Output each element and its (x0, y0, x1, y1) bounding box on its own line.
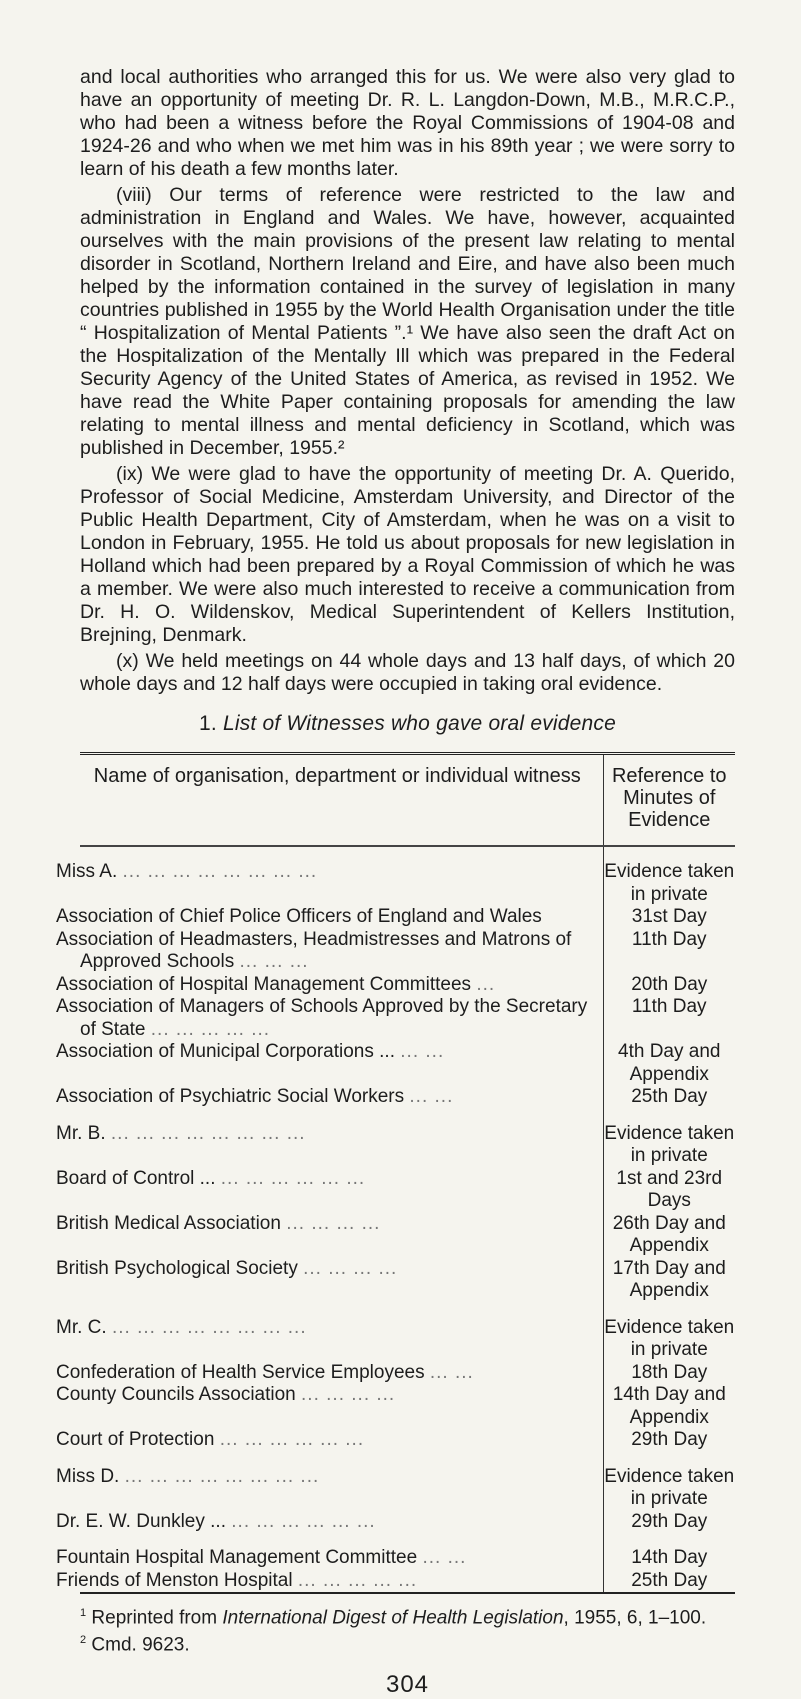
witness-name-cell (56, 1212, 603, 1258)
paragraph-viii: (viii) Our terms of reference were restricted to the law and administration in England and Wales. We have, however, acquainted ourselves with the main provisions of the present law relating to mental disorder in Scotland, Northern Ireland and Eire, and have also been much helped by the information contained in the survey of legislation in many countries published in 1955 by the World Health Organisation under the title “ Hospitalization of Mental Patients ”.¹ We have also seen the draft Act on the Hospitalization of the Mentally Ill which was prepared in the Federal Security Agency of the United States of America, as revised in 1952. We have read the White Paper containing proposals for amending the law relating to mental illness and mental deficiency in Scotland, which was published in December, 1955.² (80, 184, 735, 459)
footnote-1-prefix: Reprinted from (91, 1607, 223, 1629)
witness-name-cell (56, 1041, 603, 1086)
evidence-reference: 18th Day (603, 1362, 735, 1385)
witness-name-cell (56, 973, 603, 997)
witness-name-cell (56, 1510, 603, 1534)
table-row (80, 1533, 735, 1570)
witness-name: Miss D. (56, 1465, 120, 1487)
table-row (80, 1086, 735, 1109)
witness-name-cell (56, 1384, 603, 1429)
footnote-2 (80, 1629, 735, 1656)
witness-name: County Councils Association (56, 1384, 296, 1405)
table-row (80, 1362, 735, 1385)
witness-name: Association of Chief Police Officers of England and Wales (56, 906, 542, 927)
witness-name-cell (56, 1361, 603, 1385)
footnote-1-suffix: , 1955, 6, 1–100. (563, 1607, 707, 1629)
evidence-reference: 20th Day (603, 974, 735, 997)
footnote-2-mark: 2 (80, 1634, 87, 1647)
evidence-reference: 29th Day (603, 1429, 735, 1452)
witness-name-cell (56, 1533, 603, 1570)
table-row (80, 1303, 735, 1362)
witness-name-cell (56, 996, 603, 1041)
paragraph-intro-continued: and local authorities who arranged this for us. We were also very glad to have an opportunity of meeting Dr. R. L. Langdon-Down, M.B., M.R.C.P., who had been a witness before the Royal Commissions of 1904-08 and 1924-26 and who when we met him was in his 89th year ; we were sorry to learn of his death a few months later. (80, 66, 735, 180)
witness-name: Confederation of Health Service Employees (56, 1361, 425, 1383)
table-row (80, 1452, 735, 1511)
leader-dots: ... ... ... ... ... (297, 1569, 418, 1591)
page-number: 304 (385, 1670, 430, 1698)
leader-dots: ... ... ... ... (303, 1257, 398, 1279)
witness-table (56, 752, 735, 1594)
leader-dots: ... ... (422, 1547, 467, 1568)
table-row (80, 1041, 735, 1086)
table-row (80, 974, 735, 997)
witness-name: Mr. B. (56, 1122, 106, 1144)
evidence-reference: 17th Day and Appendix (603, 1258, 735, 1303)
leader-dots: ... ... ... (239, 951, 309, 972)
footnote-1 (80, 1602, 735, 1629)
leader-dots: ... ... ... ... (301, 1384, 396, 1405)
witness-name-cell (56, 1086, 603, 1109)
witness-name: Dr. E. W. Dunkley ... (56, 1510, 226, 1532)
witness-name: Fountain Hospital Management Committee (56, 1547, 418, 1568)
witness-name: Association of Managers of Schools Approved by the Secretary of State (56, 996, 588, 1040)
evidence-reference: 25th Day (603, 1086, 735, 1109)
table-row (80, 1168, 735, 1213)
witness-name-cell (56, 846, 603, 906)
evidence-reference: 31st Day (603, 906, 735, 929)
leader-dots: ... ... ... ... ... (150, 1018, 271, 1040)
leader-dots: ... ... ... ... ... ... ... ... (111, 1316, 307, 1338)
leader-dots: ... ... (429, 1361, 474, 1383)
witness-rows (56, 846, 735, 1593)
table-row (80, 1384, 735, 1429)
paragraph-x: (x) We held meetings on 44 whole days and 13 half days, of which 20 whole days and 12 half days were occupied in taking oral evidence. (80, 650, 735, 695)
leader-dots: ... ... ... ... ... ... ... ... (110, 1122, 306, 1144)
table-row (80, 1429, 735, 1452)
section-heading (80, 712, 735, 736)
witness-name: Association of Psychiatric Social Workers (56, 1086, 405, 1107)
evidence-reference: 14th Day (603, 1533, 735, 1570)
leader-dots: ... ... ... ... ... ... (220, 1167, 366, 1189)
evidence-reference: 4th Day and Appendix (603, 1041, 735, 1086)
leader-dots: ... ... (400, 1041, 445, 1062)
table-row (80, 1213, 735, 1258)
leader-dots: ... (476, 973, 496, 995)
leader-dots: ... ... ... ... ... ... (219, 1429, 365, 1450)
witness-name: Miss A. (56, 861, 118, 882)
evidence-reference: 26th Day and Appendix (603, 1213, 735, 1258)
section-title: List of Witnesses who gave oral evidence (222, 712, 616, 735)
evidence-reference: 11th Day (603, 996, 735, 1041)
paragraph-ix: (ix) We were glad to have the opportunity of meeting Dr. A. Querido, Professor of Social Medicine, Amsterdam University, and Director of the Public Health Department, City of Amsterdam, when he was on a visit to London in February, 1955. He told us about proposals for new legislation in Holland which had been prepared by a Royal Commission of which he was a member. We were also much interested to receive a communication from Dr. H. O. Wildenskov, Medical Superintendent of Kellers Institution, Brejning, Denmark. (80, 463, 735, 646)
witness-name: Association of Hospital Management Committees (56, 973, 472, 995)
table-row (80, 929, 735, 974)
witness-name-cell (56, 1257, 603, 1303)
leader-dots: ... ... (409, 1086, 454, 1107)
witness-name-cell (56, 906, 603, 929)
table-row (80, 1109, 735, 1168)
witness-name: British Psychological Society (56, 1257, 298, 1279)
witness-name: British Medical Association (56, 1212, 281, 1234)
witness-name-cell (56, 928, 603, 974)
witness-name: Board of Control ... (56, 1167, 216, 1189)
witness-name: Association of Headmasters, Headmistresses and Matrons of Approved Schools (56, 928, 572, 972)
table-row (80, 1570, 735, 1594)
column-header-witness: Name of organisation, department or individual witness (80, 754, 603, 847)
evidence-reference: Evidence taken in private (603, 1109, 735, 1168)
table-row (80, 996, 735, 1041)
table-row (80, 1511, 735, 1534)
table-row (80, 846, 735, 906)
witness-name-cell (56, 1569, 603, 1594)
witness-name: Friends of Menston Hospital (56, 1569, 293, 1591)
evidence-reference: 1st and 23rd Days (603, 1168, 735, 1213)
witness-name-cell (56, 1167, 603, 1213)
leader-dots: ... ... ... ... ... ... ... ... (124, 1465, 320, 1487)
evidence-reference: 25th Day (603, 1570, 735, 1594)
evidence-reference: 29th Day (603, 1511, 735, 1534)
evidence-reference: Evidence taken in private (603, 846, 735, 906)
witness-name: Court of Protection (56, 1429, 215, 1450)
table-header-row (80, 754, 735, 847)
evidence-reference: Evidence taken in private (603, 1452, 735, 1511)
leader-dots: ... ... ... ... (286, 1212, 381, 1234)
evidence-reference: 11th Day (603, 929, 735, 974)
evidence-reference: Evidence taken in private (603, 1303, 735, 1362)
table-row (80, 906, 735, 929)
footnote-2-text: Cmd. 9623. (91, 1634, 190, 1656)
witness-name: Association of Municipal Corporations ... (56, 1041, 395, 1062)
evidence-reference: 14th Day and Appendix (603, 1384, 735, 1429)
witness-name: Mr. C. (56, 1316, 107, 1338)
witness-name-cell (56, 1452, 603, 1511)
witness-name-cell (56, 1429, 603, 1452)
witness-name-cell (56, 1109, 603, 1168)
footnote-1-title: International Digest of Health Legislation (222, 1607, 564, 1629)
column-header-reference: Reference to Minutes of Evidence (603, 754, 735, 847)
table-row (80, 1258, 735, 1303)
footnote-1-mark: 1 (80, 1607, 87, 1619)
section-number: 1. (199, 712, 217, 735)
leader-dots: ... ... ... ... ... ... (231, 1510, 376, 1532)
footnotes (80, 1602, 735, 1657)
witness-name-cell (56, 1303, 603, 1362)
leader-dots: ... ... ... ... ... ... ... ... (122, 861, 318, 882)
